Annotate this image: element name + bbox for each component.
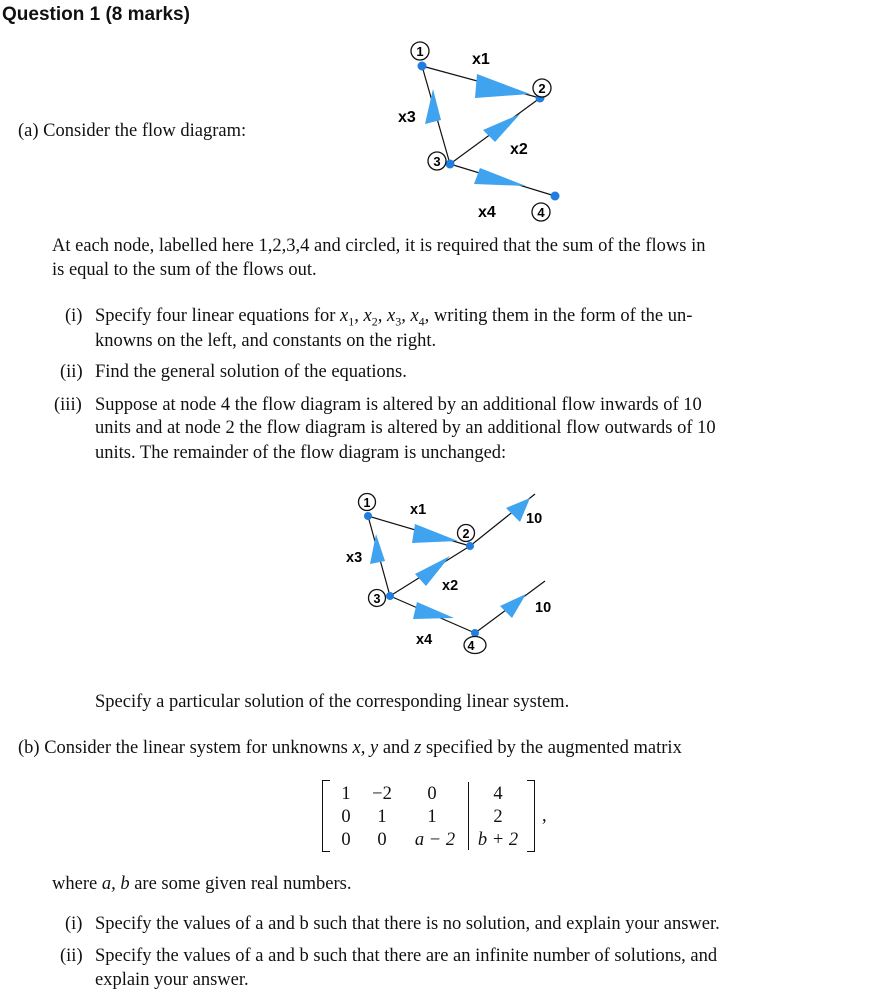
item-b-i-label: (i) [65, 914, 83, 934]
matrix-cell: 4 [493, 784, 503, 804]
d2-flow-x4: x4 [416, 632, 433, 648]
matrix-cell: 0 [377, 830, 387, 850]
item-a-ii-line1: Find the general solution of the equations. [95, 362, 407, 382]
matrix-cell: 1 [427, 807, 437, 827]
item-a-i-label: (i) [65, 306, 83, 326]
part-a-intro-text: Consider the flow diagram: [43, 121, 247, 141]
node-rule-line1: At each node, labelled here 1,2,3,4 and circled, it is required that the sum of the flows in [52, 236, 706, 256]
item-a-i-pre: Specify four linear equations for [95, 306, 341, 326]
d1-node-2: 2 [538, 81, 546, 96]
item-a-iii-label: (iii) [54, 395, 82, 415]
flow-diagram-1 [380, 36, 590, 228]
item-b-i-line1: Specify the values of a and b such that there is no solution, and explain your answer. [95, 914, 720, 934]
matrix-cell: 1 [341, 784, 351, 804]
d2-extra-flow-node2: 10 [526, 511, 543, 527]
part-a-intro [18, 119, 246, 143]
part-b-var-z: z [414, 738, 422, 758]
d1-flow-x4: x4 [478, 204, 496, 221]
d2-extra-flow-node4: 10 [535, 600, 552, 616]
d2-flow-x3: x3 [346, 550, 363, 566]
part-b-intro-post: specified by the augmented matrix [421, 738, 682, 758]
part-b-label: (b) [18, 738, 40, 758]
d2-flow-x1: x1 [410, 502, 427, 518]
matrix-cell: b + 2 [477, 830, 519, 850]
d1-flow-x2: x2 [510, 141, 528, 158]
node-rule-line2: is equal to the sum of the flows out. [52, 260, 317, 280]
part-b-intro-and: and [378, 738, 415, 758]
particular-solution-text: Specify a particular solution of the corresponding linear system. [95, 692, 570, 712]
d2-node-2: 2 [462, 527, 470, 541]
matrix-cell: 0 [427, 784, 437, 804]
augmented-matrix [322, 778, 547, 854]
matrix-cell: 0 [341, 807, 351, 827]
d1-node-4: 4 [537, 205, 545, 220]
item-b-ii-line2: explain your answer. [95, 970, 249, 990]
question-title: Question 1 (8 marks) [2, 4, 190, 25]
d2-node-4: 4 [467, 639, 475, 653]
arrow-x3 [425, 89, 441, 124]
item-b-ii-line1: Specify the values of a and b such that there are an infinite number of solutions, and [95, 946, 718, 966]
item-a-i-post: , writing them in the form of the un- [424, 306, 693, 326]
item-a-ii-label: (ii) [60, 362, 83, 382]
item-a-iii-line2: units and at node 2 the flow diagram is altered by an additional flow outwards of 10 [95, 418, 716, 438]
where-line: where a, b are some given real numbers. [52, 874, 352, 894]
d1-node-1: 1 [416, 44, 424, 59]
matrix-bracket-right [527, 780, 535, 852]
matrix-cell: 2 [493, 807, 503, 827]
item-a-i-unknowns: $x_1$, $x_2$, $x_3$, $x_4$ [340, 306, 425, 329]
part-b-intro-pre: Consider the linear system for unknowns [44, 738, 353, 758]
part-b-vars: x, y [352, 738, 379, 758]
where-vars: a, b [101, 874, 130, 894]
part-b-intro [18, 736, 682, 760]
item-a-iii-line1: Suppose at node 4 the flow diagram is altered by an additional flow inwards of 10 [95, 395, 702, 415]
d2-flow-x2: x2 [442, 578, 459, 594]
matrix-cell: 0 [341, 830, 351, 850]
d1-node-3: 3 [433, 154, 441, 169]
item-b-ii-label: (ii) [60, 946, 83, 966]
d1-flow-x1: x1 [472, 51, 490, 68]
matrix-cell: a − 2 [414, 830, 456, 850]
item-a-iii-line3: units. The remainder of the flow diagram is unchanged: [95, 443, 507, 463]
flow-diagram-2 [330, 486, 570, 662]
item-a-i-line2: knowns on the left, and constants on the right. [95, 331, 437, 351]
d2-node-3: 3 [373, 592, 381, 606]
matrix-cell: 1 [377, 807, 387, 827]
matrix-trailing-comma: , [542, 806, 547, 826]
d2-node-1: 1 [363, 496, 371, 510]
matrix-cell: −2 [372, 784, 392, 804]
part-a-label: (a) [18, 121, 39, 141]
d1-flow-x3: x3 [398, 109, 416, 126]
